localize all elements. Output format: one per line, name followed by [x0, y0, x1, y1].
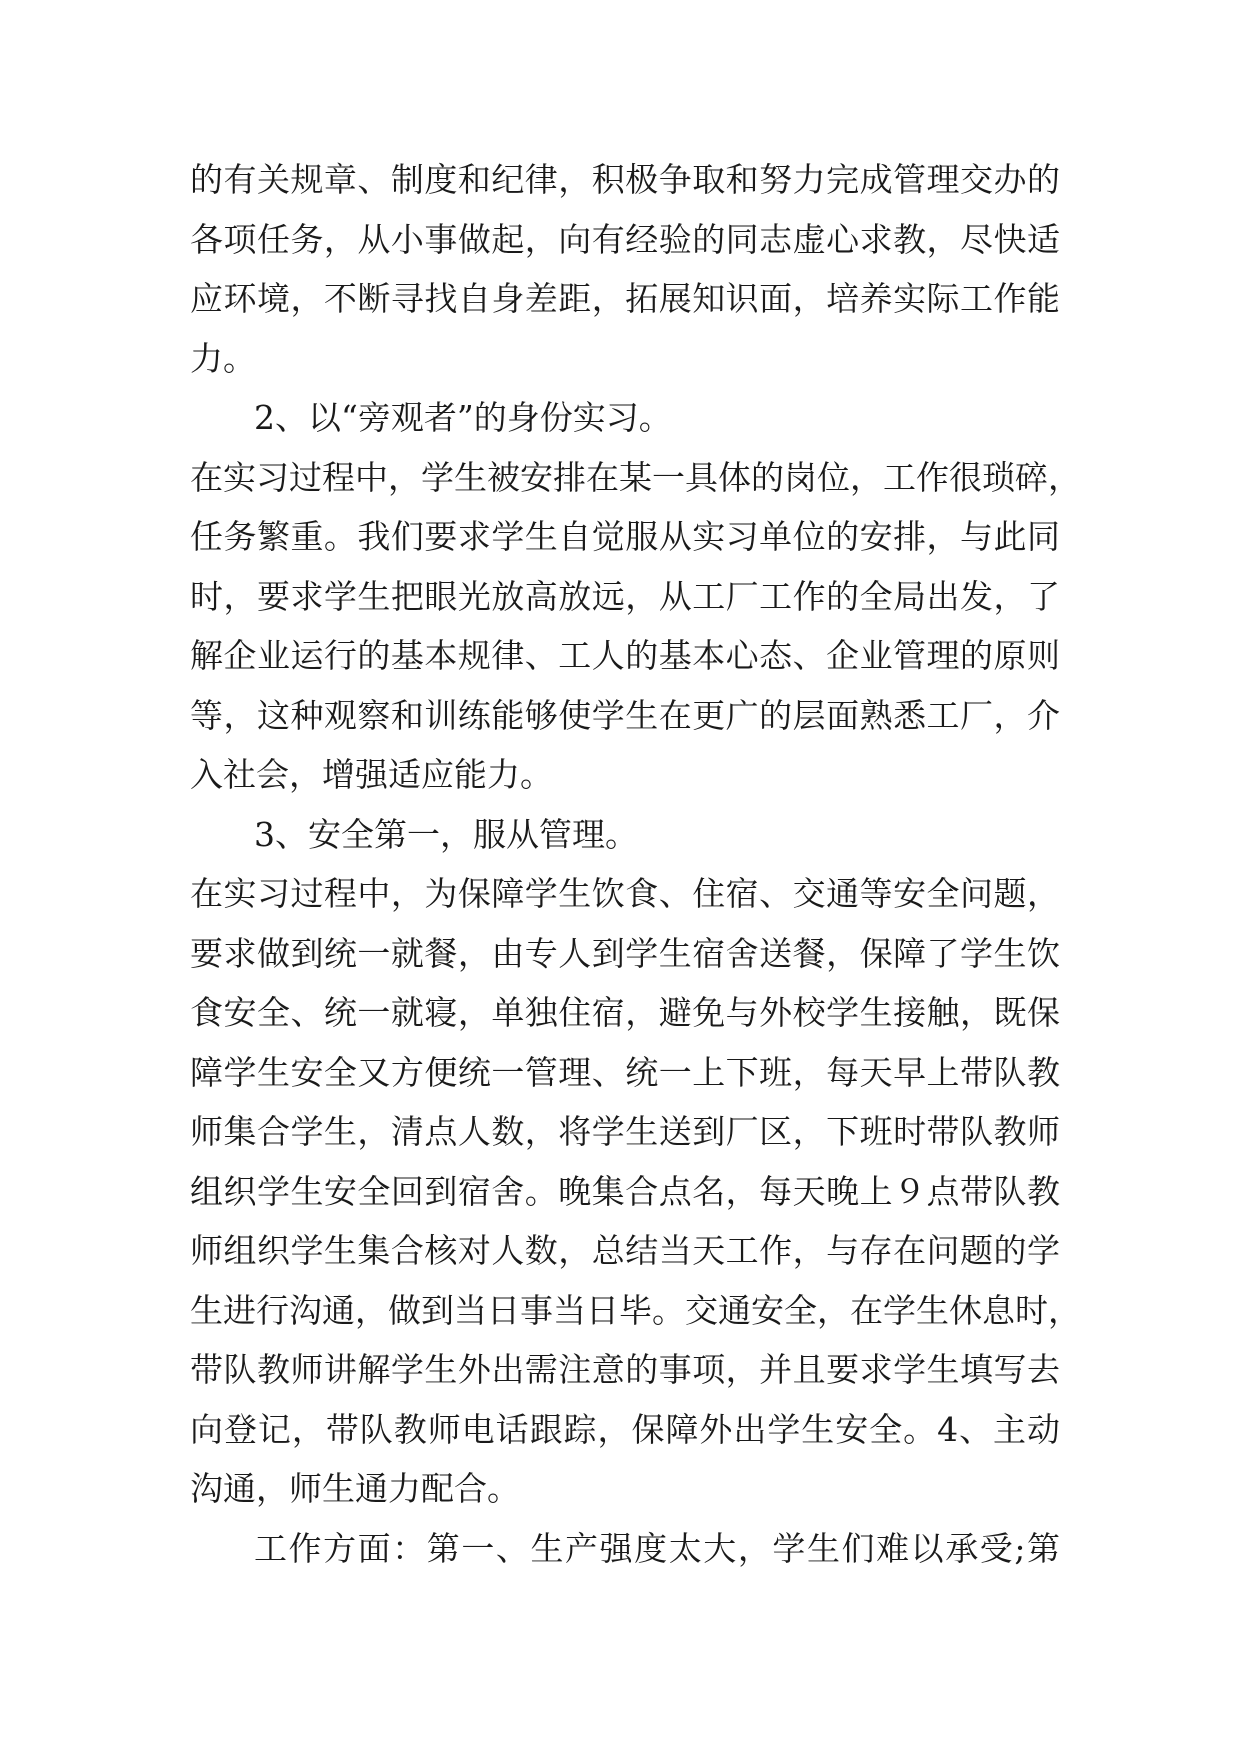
text-line: 解企业运行的基本规律、工人的基本心态、企业管理的原则: [190, 636, 1060, 675]
text-line: 各项任务，从小事做起，向有经验的同志虚心求教，尽快适: [190, 219, 1060, 259]
text-line: 应环境，不断寻找自身差距，拓展知识面，培养实际工作能: [190, 279, 1060, 318]
text-line: 师集合学生，清点人数，将学生送到厂区，下班时带队教师: [190, 1112, 1060, 1151]
text-line: 组织学生安全回到宿舍。晚集合点名，每天晚上９点带队教: [190, 1171, 1060, 1211]
text-line: 食安全、统一就寝，单独住宿，避免与外校学生接触，既保: [190, 993, 1060, 1032]
text-line: 师组织学生集合核对人数，总结当天工作，与存在问题的学: [190, 1231, 1060, 1270]
text-line: 在实习过程中，学生被安排在某一具体的岗位，工作很琐碎，: [190, 457, 1081, 497]
text-line: 时，要求学生把眼光放高放远，从工厂工作的全局出发，了: [190, 576, 1060, 616]
text-line: 生进行沟通，做到当日事当日毕。交通安全，在学生休息时，: [190, 1290, 1081, 1330]
section-heading: 2、以“旁观者”的身份实习。: [254, 398, 672, 437]
text-line: 向登记，带队教师电话跟踪，保障外出学生安全。4、主动: [190, 1409, 1060, 1449]
text-line: 等，这种观察和训练能够使学生在更广的层面熟悉工厂，介: [190, 695, 1060, 735]
text-line: 障学生安全又方便统一管理、统一上下班，每天早上带队教: [190, 1052, 1060, 1092]
text-line: 任务繁重。我们要求学生自觉服从实习单位的安排，与此同: [190, 517, 1060, 556]
body-text: [190, 150, 1081, 1578]
text-line: 带队教师讲解学生外出需注意的事项，并且要求学生填写去: [190, 1350, 1060, 1389]
text-line: 入社会，增强适应能力。: [190, 755, 553, 794]
text-line: 的有关规章、制度和纪律，积极争取和努力完成管理交办的: [190, 160, 1060, 199]
section-heading: 3、安全第一，服从管理。: [254, 814, 638, 854]
text-line: 在实习过程中，为保障学生饮食、住宿、交通等安全问题，: [190, 874, 1060, 913]
text-line: 沟通，师生通力配合。: [190, 1469, 520, 1508]
paragraph-start: 工作方面：第一、生产强度太大，学生们难以承受;第: [254, 1528, 1060, 1568]
text-line: 要求做到统一就餐，由专人到学生宿舍送餐，保障了学生饮: [190, 933, 1060, 973]
text-line: 力。: [190, 338, 256, 378]
